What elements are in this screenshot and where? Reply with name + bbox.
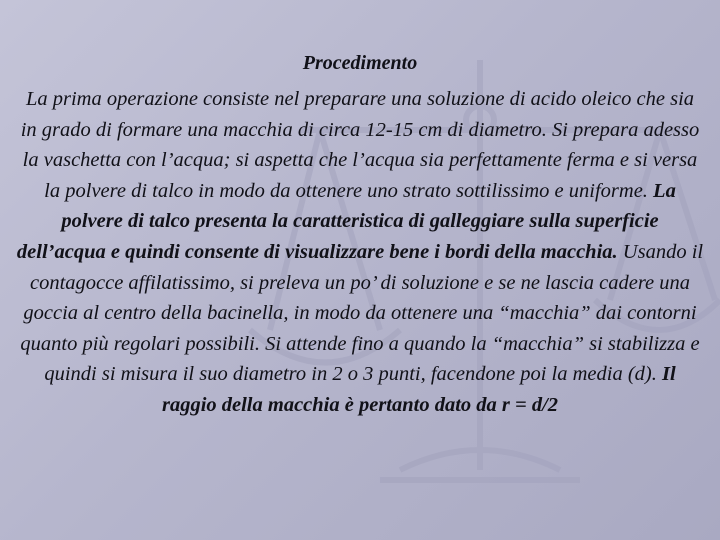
- text-segment-radius-formula: Il raggio della macchia è pertanto dato da r = d/2: [161, 363, 676, 416]
- slide-title: Procedimento: [302, 52, 418, 74]
- text-segment-procedure: Usando il contagocce affilatissimo, si preleva un po’ di soluzione e se ne lascia cadere una goccia al centro della bacinella, in modo da ottenere una “macchia” dai contorni quanto più regolari possibili. Si attende fino a quando la “macchia” si stabilizza e quindi si misura il suo diametro in 2 o 3 punti, facendone poi la media (d).: [20, 240, 704, 386]
- text-segment-intro: La prima operazione consiste nel preparare una soluzione di acido oleico che sia in grado di formare una macchia di circa 12-15 cm di diametro. Si prepara adesso la vaschetta con l’acqua; si aspetta che l’acqua sia perfettamente ferma e si versa la polvere di talco in modo da ottenere uno strato sottilissimo e uniforme.: [20, 88, 700, 202]
- text-segment-talc-emphasis: La polvere di talco presenta la caratteristica di galleggiare sulla superficie dell’acqua e quindi consente di visualizzare bene i bordi della macchia.: [16, 179, 676, 263]
- slide-body-text: [16, 84, 704, 421]
- slide-content: [16, 50, 704, 421]
